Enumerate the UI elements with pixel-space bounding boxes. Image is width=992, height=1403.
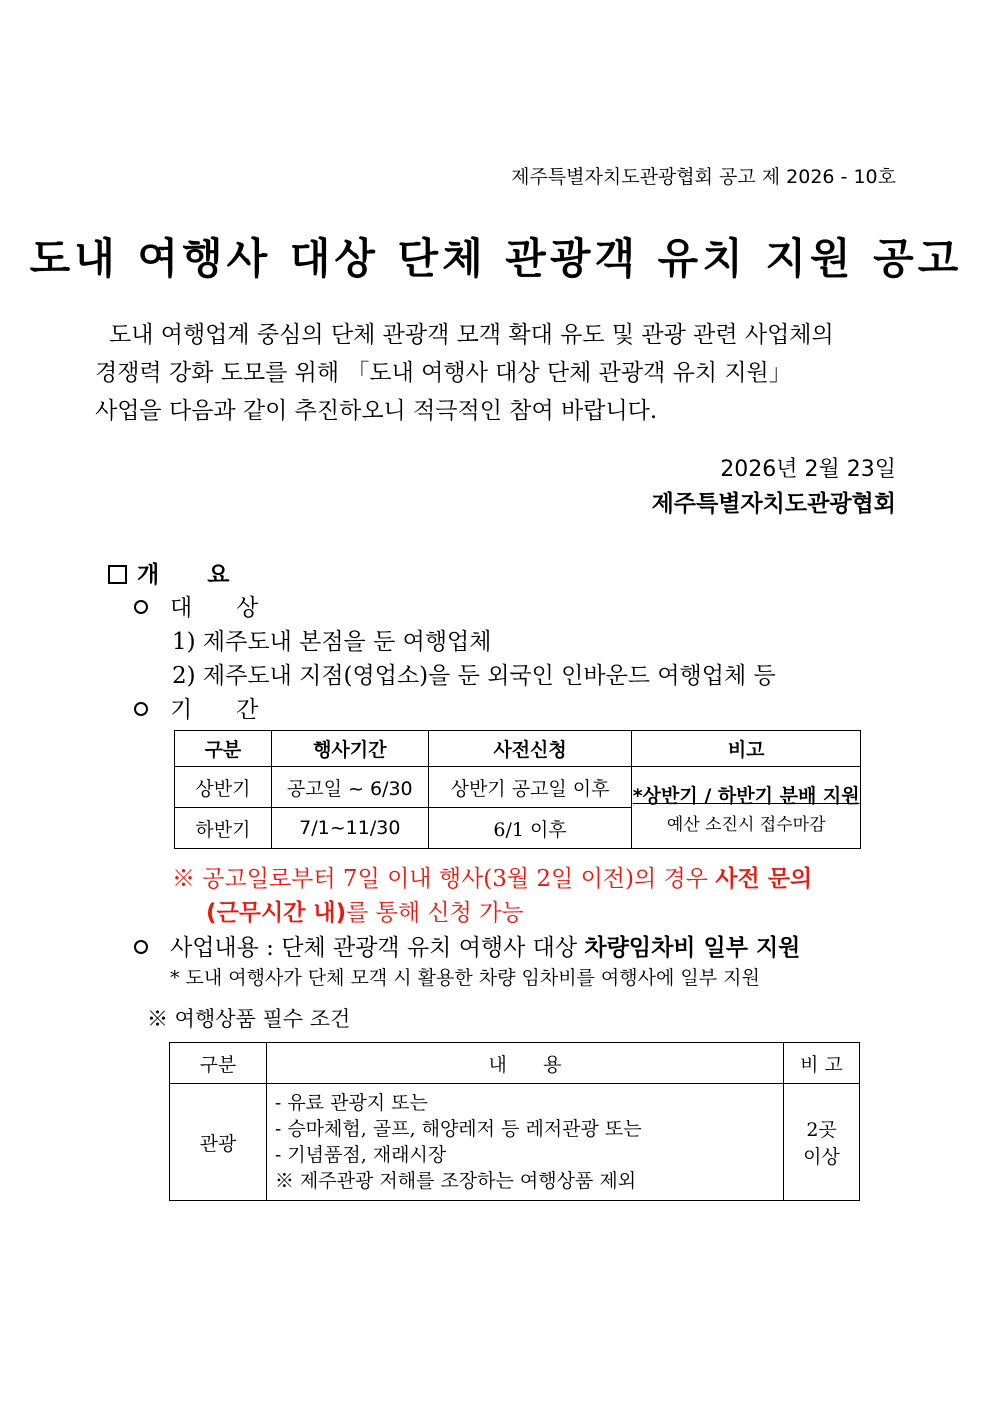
warning-line-1: ※ 공고일로부터 7일 이내 행사(3월 2일 이전)의 경우 사전 문의 [172, 866, 813, 892]
intro-line-2: 경쟁력 강화 도모를 위해 「도내 여행사 대상 단체 관광객 유치 지원」 [95, 360, 792, 386]
conditions-remark-line-1: 2곳 [806, 1119, 837, 1141]
circle-bullet-icon [134, 600, 148, 614]
conditions-header-content: 내 용 [266, 1043, 783, 1084]
issuer-org: 제주특별자치도관광협회 [651, 491, 896, 517]
period-header-preapply: 사전신청 [428, 731, 632, 767]
conditions-header-category: 구분 [170, 1043, 267, 1084]
period-event-2: 7/1~11/30 [271, 808, 428, 849]
conditions-table [169, 1042, 860, 1201]
warning-line-2: (근무시간 내)를 통해 신청 가능 [206, 900, 524, 926]
period-header-remark: 비고 [632, 731, 861, 767]
period-remark-line-2: 예산 소진시 접수마감 [666, 814, 826, 835]
period-header-half: 구분 [175, 731, 272, 767]
checkbox-square-icon [108, 565, 127, 584]
conditions-remark-line-2: 이상 [803, 1146, 840, 1168]
page-title: 도내 여행사 대상 단체 관광객 유치 지원 공고 [29, 234, 963, 283]
period-header-event: 행사기간 [271, 731, 428, 767]
conditions-line-1: - 유료 관광지 또는 [274, 1092, 428, 1114]
intro-line-1: 도내 여행업계 중심의 단체 관광객 모객 확대 유도 및 관광 관련 사업체의 [109, 322, 834, 348]
business-content: 사업내용 : 단체 관광객 유치 여행사 대상 차량임차비 일부 지원 [134, 929, 800, 962]
target-item-2: 2) 제주도내 지점(영업소)을 둔 외국인 인바운드 여행업체 등 [172, 663, 776, 689]
circle-bullet-icon [134, 940, 148, 954]
conditions-line-2: - 승마체험, 골프, 해양레저 등 레저관광 또는 [274, 1118, 642, 1140]
period-half-2: 하반기 [175, 808, 272, 849]
period-preapply-1: 상반기 공고일 이후 [428, 767, 632, 808]
target-item-1: 1) 제주도내 본점을 둔 여행업체 [172, 629, 492, 655]
conditions-category: 관광 [170, 1084, 267, 1201]
warning-emphasis: 사전 문의 [715, 866, 813, 892]
period-remark [632, 767, 861, 849]
intro-paragraph [95, 316, 897, 430]
notice-number: 제주특별자치도관광협회 공고 제 2026 - 10호 [511, 166, 896, 188]
period-event-1: 공고일 ~ 6/30 [271, 767, 428, 808]
conditions-header-remark: 비 고 [784, 1043, 860, 1084]
period-remark-line-1: *상반기 / 하반기 분배 지원 [632, 784, 860, 807]
conditions-content [266, 1084, 783, 1201]
conditions-line-3: - 기념품점, 재래시장 [274, 1144, 447, 1166]
intro-line-3: 사업을 다음과 같이 추진하오니 적극적인 참여 바랍니다. [95, 398, 658, 424]
period-preapply-2: 6/1 이후 [428, 808, 632, 849]
conditions-heading: ※ 여행상품 필수 조건 [147, 1007, 351, 1031]
overview-heading: 개 요 [108, 556, 229, 589]
conditions-remark [784, 1084, 860, 1201]
business-sub: * 도내 여행사가 단체 모객 시 활용한 차량 임차비를 여행사에 일부 지원 [170, 967, 760, 989]
warning-worktime: (근무시간 내) [206, 900, 347, 926]
period-half-1: 상반기 [175, 767, 272, 808]
target-label: 대 상 [134, 589, 258, 622]
period-table [174, 730, 861, 849]
business-emphasis: 차량임차비 일부 지원 [584, 935, 801, 961]
issue-date: 2026년 2월 23일 [720, 457, 896, 482]
conditions-line-4: ※ 제주관광 저해를 조장하는 여행상품 제외 [274, 1170, 637, 1192]
period-label: 기 간 [134, 691, 258, 724]
circle-bullet-icon [134, 702, 148, 716]
